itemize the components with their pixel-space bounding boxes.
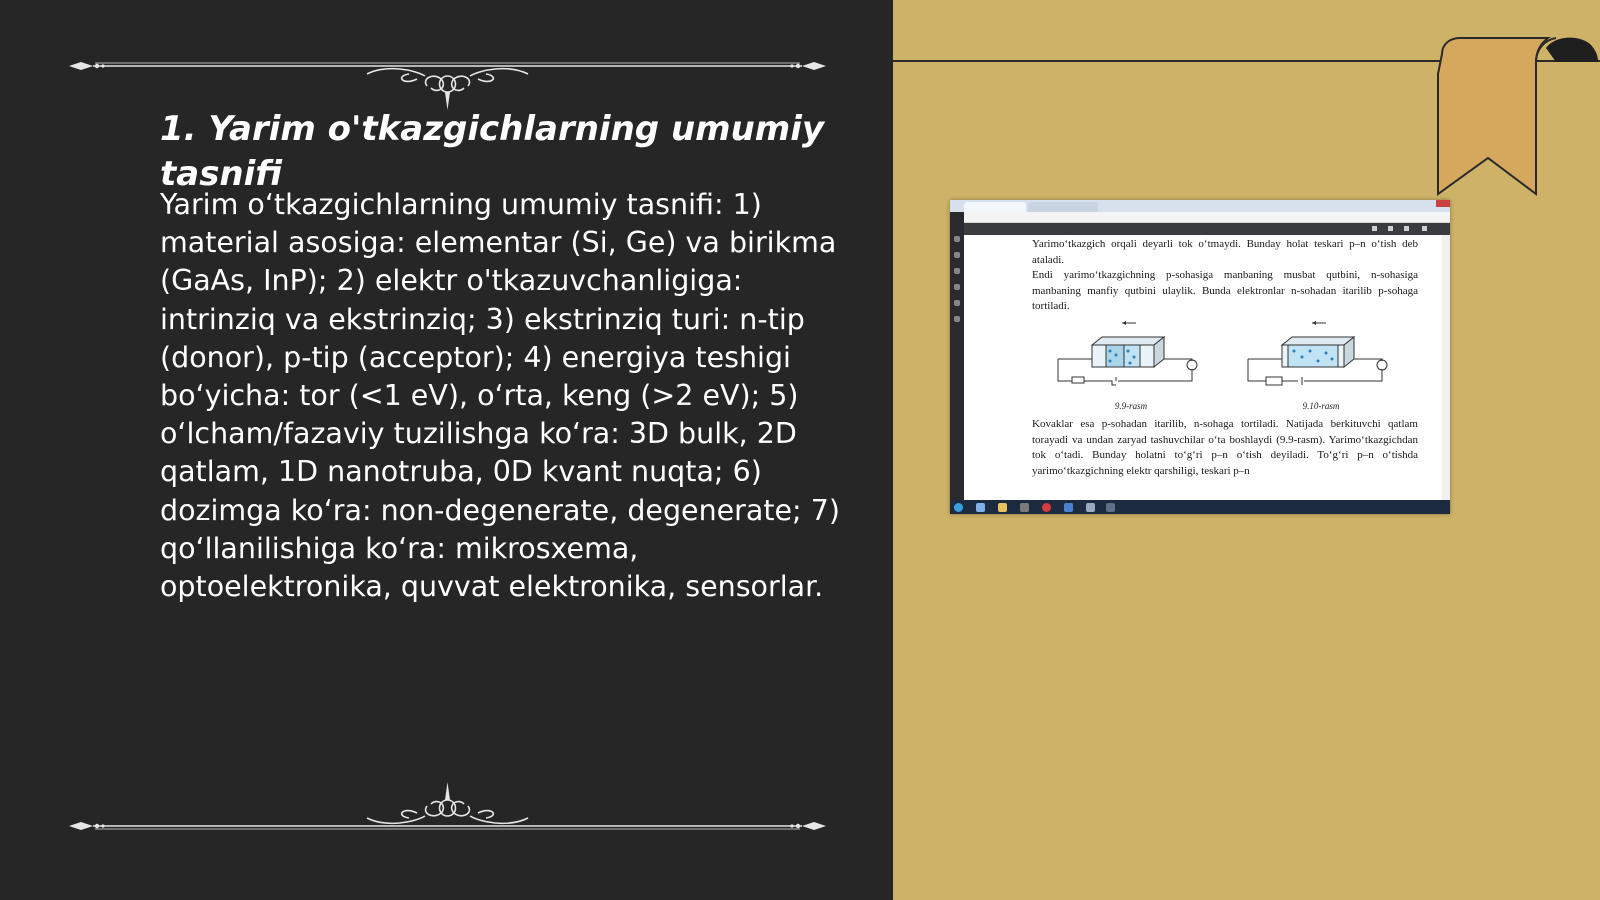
pdf-paragraph: Yarimo‘tkazgich orqali deyarli tok o‘tmaydi. Bunday holat teskari p–n o‘tish deb ataladi. <box>1032 238 1418 266</box>
slide-body-text: Yarim o‘tkazgichlarning umumiy tasnifi: 1) material asosiga: elementar (Si, Ge) va birikma (GaAs, InP); 2) elektr o'tkazuvchanligiga: intrinziq va ekstrinziq; 3) ekstrinziq turi: n-tip (donor), p-tip (acceptor); 4) energiya teshigi bo‘yicha: tor (<1 eV), o‘rta, keng (>2 eV); 5) o‘lcham/fazaviy tuzilishga ko‘ra: 3D bulk, 2D qatlam, 1D nanotruba, 0D kvant nuqta; 6) dozimga ko‘ra: non-degenerate, degenerate; 7) qo‘llanilishiga ko‘ra: mikrosxema, optoelektronika, quvvat elektronika, sensorlar. <box>160 188 840 604</box>
figure-caption: 9.10-rasm <box>1302 401 1340 411</box>
pn-junction-circuit-icon <box>1052 315 1210 401</box>
taskbar-app-icon <box>1086 503 1095 512</box>
sidebar-icon <box>954 252 960 258</box>
sidebar-icon <box>954 284 960 290</box>
taskbar-app-icon <box>976 503 985 512</box>
browser-tab <box>964 202 1026 212</box>
figure-caption: 9.9-rasm <box>1114 401 1148 411</box>
toolbar-icon <box>1404 226 1409 231</box>
pdf-page <box>964 235 1442 500</box>
pdf-figure-9-9 <box>1052 315 1210 415</box>
browser-tab-bar <box>950 200 1450 212</box>
window-close-icon <box>1436 200 1450 207</box>
taskbar-app-icon <box>1064 503 1073 512</box>
pdf-paragraph: Kovaklar esa p-sohadan itarilib, n-sohaga tortiladi. Natijada berkituvchi qatlam torayadi va undan zaryad tashuvchilar o‘ta boshlaydi (9.9-rasm). Yarimo‘tkazgichdan tok o‘tadi. Bunday holatni to‘g‘ri p–n o‘tish deyiladi. To‘g‘ri p–n o‘tishda yarimo‘tkazgichning elektr qarshiligi, teskari p–n <box>1032 418 1418 477</box>
windows-taskbar <box>950 500 1450 514</box>
sidebar-strip <box>950 212 964 500</box>
pdf-paragraph: Endi yarimo‘tkazgichning p-sohasiga manbaning musbat qutbini, n-sohasiga manbaning manfiy qutbini ulaylik. Bunda elektronlar n-sohadan itarilib p-sohaga tortiladi. <box>1032 269 1418 312</box>
browser-tab <box>1028 202 1098 212</box>
toolbar-icon <box>1388 226 1393 231</box>
start-button-icon <box>954 503 963 512</box>
taskbar-app-icon <box>1020 503 1029 512</box>
taskbar-app-icon <box>1106 503 1115 512</box>
bottom-scroll-ornament-icon <box>65 770 830 840</box>
taskbar-folder-icon <box>998 503 1007 512</box>
pn-junction-circuit-icon <box>1242 315 1400 401</box>
taskbar-app-icon <box>1042 503 1051 512</box>
sidebar-icon <box>954 236 960 242</box>
pdf-viewer-screenshot <box>950 200 1450 514</box>
toolbar-icon <box>1422 226 1427 231</box>
sidebar-icon <box>954 300 960 306</box>
bookmark-ribbon-icon <box>1428 34 1600 200</box>
address-bar <box>964 212 1450 223</box>
pdf-viewer-toolbar <box>964 223 1450 235</box>
sidebar-icon <box>954 316 960 322</box>
slide-title: 1. Yarim o'tkazgichlarning umumiy tasnifi <box>160 109 825 194</box>
sidebar-icon <box>954 268 960 274</box>
toolbar-icon <box>1372 226 1377 231</box>
pdf-figure-9-10 <box>1242 315 1400 415</box>
pdf-scrollbar <box>1442 235 1450 500</box>
